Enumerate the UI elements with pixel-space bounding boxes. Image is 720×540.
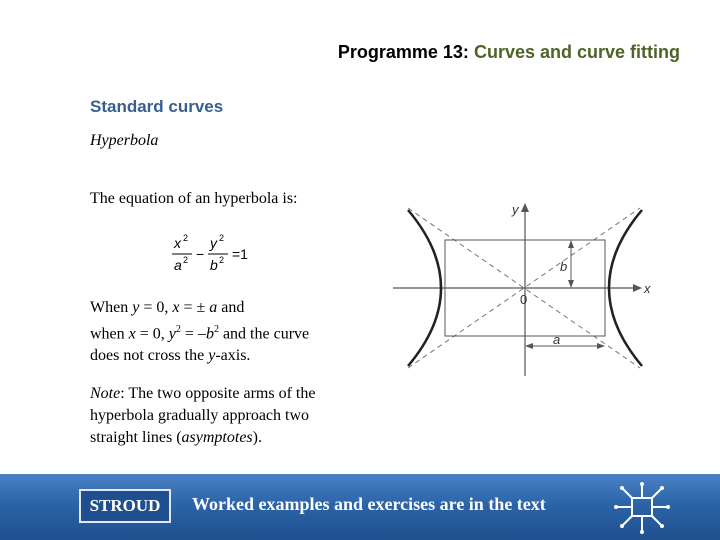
eq-a-exp: 2 xyxy=(183,255,189,265)
para2-line2: hyperbola gradually approach two xyxy=(90,407,310,424)
eq-x: x xyxy=(174,235,181,251)
x-axis-arrow xyxy=(633,284,642,292)
programme-topic: Curves and curve fitting xyxy=(473,42,680,62)
network-icon[interactable] xyxy=(612,480,672,536)
hyperbola-diagram xyxy=(388,198,660,380)
eq-b-exp: 2 xyxy=(219,255,225,265)
eq-x-exp: 2 xyxy=(183,233,189,243)
equation-intro: The equation of an hyperbola is: xyxy=(90,190,298,207)
eq-equals-one: =1 xyxy=(232,246,248,262)
a-label: a xyxy=(553,332,561,347)
stroud-button[interactable]: STROUD xyxy=(79,489,171,523)
eq-a: a xyxy=(174,257,182,273)
footer-text: Worked examples and exercises are in the text xyxy=(192,494,546,514)
b-label: b xyxy=(560,259,568,274)
para1-line1: When y = 0, x = ± a and xyxy=(90,299,245,316)
eq-b: b xyxy=(210,257,218,273)
y-axis-arrow xyxy=(521,203,529,212)
asymptote-note xyxy=(90,383,315,449)
eq-minus: − xyxy=(196,246,205,262)
section-title: Standard curves xyxy=(90,97,224,116)
x-axis-label: x xyxy=(644,281,651,296)
eq-y-exp: 2 xyxy=(219,233,225,243)
programme-label: Programme 13: xyxy=(337,42,469,62)
origin-label: 0 xyxy=(520,292,528,307)
para1-line3: does not cross the y-axis. xyxy=(90,347,251,365)
slide-header xyxy=(338,42,680,63)
subsection-title: Hyperbola xyxy=(90,132,159,149)
y-axis-label: y xyxy=(512,202,519,217)
intercept-paragraph xyxy=(90,297,309,367)
para1-line2: when x = 0, $y^2 = -b^2$ and the curve xyxy=(90,324,310,343)
eq-y: y xyxy=(210,235,217,251)
para2-line3: straight lines (asymptotes). xyxy=(90,429,262,446)
hyperbola-equation xyxy=(170,230,265,278)
para2-line1: Note: The two opposite arms of the xyxy=(90,385,316,402)
